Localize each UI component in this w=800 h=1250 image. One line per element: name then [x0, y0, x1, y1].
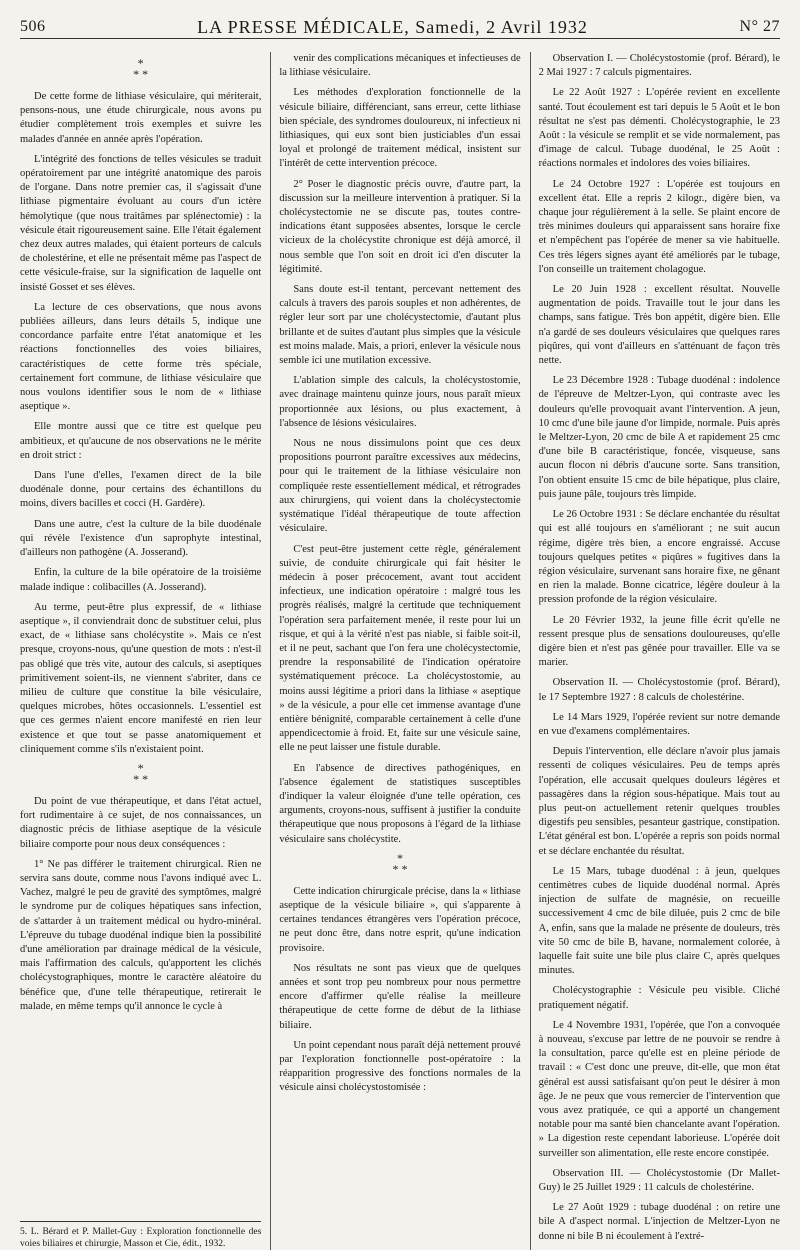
paragraph: Du point de vue thérapeutique, et dans l'état actuel, fort rudimentaire à ce sujet, de nos connaissances, un diagnostic précis de lithiase aseptique de la vésicule biliaire comporte pour nous deux conséquences : — [20, 795, 262, 850]
section-stars: * * * — [133, 56, 149, 81]
paragraph: C'est peut-être justement cette règle, généralement suivie, de conduite chirurgicale qui fait hésiter le médecin à poser précocement, avant tout accident infectieux, une indication opératoire : malgré tous les progrès réalisés, malgré la certitude que techniquement l'opération sera parfaitement menée, il reste pour lui un risque, et qui à la vérité n'est pas niable, si faible soit-il, et il ne peut, sachant que l'on fera une cholécystectomie, prendre la responsabilité de l'indication opératoire systématiquement précoce. La cholécystostomie, au moins aussi légitime a priori dans la lithiase « aseptique » de la vésicule, a pour elle cet immense avantage d'une entière bénignité, comparable certainement à celle d'une appendicectomie à froid. Et, faite sur une vésicule saine, elle ne peut laisser une fistule durable. — [279, 543, 521, 754]
paragraph: L'intégrité des fonctions de telles vésicules se traduit opératoirement par une intégrité anatomique des parois de l'organe. Dans notre premier cas, il s'agissait d'une lithiase pigmentaire évoluant au cours d'un ictère hémolytique (que nous traitâmes par splénectomie) : la vésicule était rigoureusement saine. Elle l'était également chez deux autres malades, qui étaient porteurs de calculs de cholestérine, et elle ne présentait même pas l'aspect de cette vésicule-fraise, sur la signification de laquelle ont insisté Gosset et ses élèves. — [20, 153, 262, 293]
journal-title: LA PRESSE MÉDICALE, Samedi, 2 Avril 1932 — [197, 16, 588, 37]
paragraph: 2° Poser le diagnostic précis ouvre, d'autre part, la discussion sur la meilleure intervention à pratiquer. Si la cholécystectomie ne se discute pas, toutes contre-indications étant supposées absentes, lorsque le cercle vicieux de la cholécystite chronique est déjà amorcé, il nous semble que l'on soit en droit ici d'en discuter la légitimité. — [279, 178, 521, 275]
section-stars: * * * — [392, 850, 408, 876]
paragraph: venir des complications mécaniques et infectieuses de la lithiase vésiculaire. — [279, 53, 521, 79]
paragraph: Cette indication chirurgicale précise, dans la « lithiase aseptique de la vésicule biliaire », qui s'apparente à certaines tendances étrangères vers l'opération précoce, ne peut donc être, dans notre esprit, qu'une indication provisoire. — [279, 885, 521, 954]
column-1 — [20, 52, 261, 1250]
paragraph: Le 15 Mars, tubage duodénal : à jeun, quelques centimètres cubes de liquide duodénal normal. Après injection de sulfate de magnésie, on recueille successivement 4 cmc de bile diluée, puis 2 cmc de bile A, enfin, sans que la malade ne présente de douleurs, très vite 50 cmc de bile B, havane, normalement colorée, à laquelle fait suite une bile plus claire C, après quelques minutes. — [538, 865, 780, 977]
observation-heading: Observation I. — Cholécystostomie (prof. Bérard), le 2 Mai 1927 : 7 calculs pigmentaires. — [538, 53, 780, 79]
paragraph: La lecture de ces observations, que nous avons publiées ailleurs, dans leurs détails 5, indique une concordance parfaite entre l'état anatomique et les réactions fonctionnelles des voies biliaires, caractéristiques de cette forme très spéciale, certainement fort commune, de lithiase vésiculaire que nous voulons identifier sous le nom de « lithiase aseptique ». — [20, 301, 262, 413]
paragraph: Les méthodes d'exploration fonctionnelle de la vésicule biliaire, différenciant, sans erreur, cette lithiase bien spéciale, des syndromes douloureux, ni infectieux ni lithiasiques, qui eux sont bien justiciables d'un essai loyal et prolongé de traitement médical, insistent sur l'intérêt de cette intervention précoce. — [279, 87, 521, 170]
paragraph: Cholécystographie : Vésicule peu visible. Cliché pratiquement négatif. — [538, 985, 780, 1011]
paragraph: Au terme, peut-être plus expressif, de « lithiase aseptique », il conviendrait donc de substituer celui, plus exact, de « lithiase sans cholécystite ». Mais ce n'est presque, croyons-nous, qu'une question de mots : n'est-il pas obligé que très vite, autour des calculs, si aseptiques primitivement soient-ils, ne viennent s'abriter, dans ce milieu de culture que constitue la bile vésiculaire, quelques microbes, hôtes occasionnels. L'essentiel est que ces germes n'aient encore manifesté en rien leur existence et que tout se passe anatomiquement et cliniquement comme s'ils n'existaient point. — [20, 601, 262, 755]
paragraph: Un point cependant nous paraît déjà nettement prouvé par l'exploration fonctionnelle post-opératoire : la réapparition progressive des fonctions normales de la vésicule ainsi cholécystostomisée : — [279, 1039, 521, 1094]
paragraph: Nous ne nous dissimulons point que ces deux propositions pourront paraître excessives aux médecins, pour qui le traitement de la lithiase vésiculaire non compliquée reste essentiellement médical, et rétrogrades aux chirurgiens, qui voient dans la cholécystectomie systématique l'idéal thérapeutique de toute affection vésiculaire. — [279, 438, 521, 535]
paragraph: Le 23 Décembre 1928 : Tubage duodénal : indolence de l'épreuve de Meltzer-Lyon, qui contraste avec les douleurs qu'elle provoquait avant l'intervention. A jeun, 10 cmc d'une bile jaune d'or limpide, normale. Puis après le Meltzer-Lyon, 20 cmc de bile A et rapidement 25 cmc d'une bile B caractéristique, foncée, visqueuse, sans aucun flocon ni débris d'aucune sorte. Sans transition, l'on obtient ensuite 15 cmc de bile hépatique, plus claire, puis jaune pâle, toujours très limpide. — [538, 375, 780, 500]
paragraph: Depuis l'intervention, elle déclare n'avoir plus jamais ressenti de coliques vésiculaires. Peu de temps après l'opération, elle accusait quelques douleurs légères et passagères dans la région sous-hépatique. Mais tout au plus peut-on actuellement retenir quelques troubles digestifs peu sensibles, pesanteur gastrique, constipation. L'état général est bon. L'opérée a repris son poids normal et se déclare enchantée du résultat. — [538, 746, 780, 857]
paragraph: Enfin, la culture de la bile opératoire de la troisième malade indique : colibacilles (A. Josserand). — [20, 567, 262, 593]
columns — [20, 52, 780, 1249]
paragraph: L'ablation simple des calculs, la cholécystostomie, avec drainage maintenu quinze jours, nous paraît mieux proportionnée aux lésions, ou plus exactement, à l'absence de lésions vésiculaires. — [279, 375, 521, 429]
paragraph: Le 4 Novembre 1931, l'opérée, que l'on a convoquée à nouveau, s'excuse par lettre de ne pouvoir se rendre à la consultation, parce qu'elle est en pleine période de travail : « C'est donc une preuve, dit-elle, que mon état général est aussi satisfaisant qu'on peut le désirer à mon âge. Je ne peux que vous remercier de l'intervention que vous avez pratiquée, ce qui a apporté un changement notable pour ma santé bien chancelante avant l'opération. » La digestion reste cependant laborieuse. L'opérée doit surveiller son alimentation, elle reste encore constipée. — [538, 1019, 780, 1159]
paragraph: Le 20 Juin 1928 : excellent résultat. Nouvelle augmentation de poids. Travaille tout le jour dans les champs, sans fatigue. Très bon appétit, digère bien. Elle n'a gardé de ses douleurs vésiculaires que quelques rares piqûres, qui vont d'ailleurs en s'atténuant de façon très nette. — [538, 284, 780, 367]
observation-heading: Observation III. — Cholécystostomie (Dr Mallet-Guy) le 25 Juillet 1929 : 11 calculs de cholestérine. — [538, 1167, 780, 1194]
paragraph: Le 27 Août 1929 : tubage duodénal : on retire une bile A d'aspect normal. L'injection de Meltzer-Lyon ne donne ni bile B ni écoulement à l'extré- — [538, 1202, 780, 1242]
paragraph: En l'absence de directives pathogéniques, en l'absence également de statistiques susceptibles d'indiquer la valeur éloignée d'une telle opération, ces arguments, croyons-nous, suffisent à justifier la conduite thérapeutique que nous proposons à l'égard de la lithiase vésiculaire sans cholécystite. — [279, 762, 521, 845]
paragraph: Le 14 Mars 1929, l'opérée revient sur notre demande en vue d'examens complémentaires. — [538, 711, 780, 737]
paragraph: Dans l'une d'elles, l'examen direct de la bile duodénale donne, pour certains des échantillons du moins, divers bacilles et cocci (H. Gardère). — [20, 470, 262, 510]
paragraph: Le 26 Octobre 1931 : Se déclare enchantée du résultat qui est allé toujours en s'améliorant ; ne suit aucun régime, digère très bien, a encore engraissé. Accuse toujours quelques petites « piqûres » fugitives dans la région vésiculaire, survenant sans horaire fixe, ne gênant en rien la malade. Bonne cicatrice, légère douleur à la pression profonde de la région vésiculaire. — [538, 509, 780, 606]
observation-heading: Observation II. — Cholécystostomie (prof. Bérard), le 17 Septembre 1927 : 8 calculs de cholestérine. — [538, 677, 780, 703]
issue-number: N° 27 — [739, 18, 780, 35]
column-3 — [539, 52, 780, 1250]
paragraph: Elle montre aussi que ce titre est quelque peu ambitieux, et qu'aucune de nos observations ne le mérite en droit strict : — [20, 421, 262, 461]
section-stars: * * * — [133, 760, 149, 786]
running-header — [20, 16, 780, 39]
footnote: 5. L. Bérard et P. Mallet-Guy : Exploration fonctionnelle des voies biliaires et chirurgie, Masson et Cie, édit., 1932. — [20, 1221, 261, 1250]
column-2 — [279, 52, 520, 1250]
paragraph: 1° Ne pas différer le traitement chirurgical. Rien ne servira sans doute, comme nous l'avons indiqué avec L. Vachez, malgré le peu de gravité des symptômes, malgré le syndrome pur de coliques hépatiques sans infection, de s'attarder à un traitement médical ou hydro-minéral. L'épreuve du tubage duodénal indique bien la possibilité d'une amélioration par drainage médical de la vésicule, mais l'affirmation des calculs, qu'apportent les clichés cholécystographiques, montre le caractère aléatoire du bénéfice que, d'une telle thérapeutique, retirerait le malade, en même temps qu'il annonce le cycle à — [20, 858, 262, 1012]
paragraph: Le 22 Août 1927 : L'opérée revient en excellente santé. Tout écoulement est tari depuis le 5 Août et le bon résultat ne s'est pas démenti. Cholécystographie, le 23 Août : la vésicule se remplit et se vide normalement, pas d'image de calcul. Tubage duodénal, le 25 Août : réactions normales et indolores des voies biliaires. — [538, 87, 780, 170]
paragraph: De cette forme de lithiase vésiculaire, qui mériterait, pensons-nous, une étude chirurgicale, nous avons pu étudier complètement trois exemples et suivre les malades d'année en année après l'opération. — [20, 91, 262, 145]
paragraph: Le 24 Octobre 1927 : L'opérée est toujours en excellent état. Elle a repris 2 kilogr., digère bien, va chaque jour régulièrement à la selle. Se plaint encore de très minimes douleurs qui apparaissent sans horaire fixe et n'empêchent pas l'opérée de mener sa vie habituelle. Ces très légers signes ayant été améliorés par le tubage, l'on conseille un traitement cholagogue. — [538, 178, 780, 275]
paragraph: Sans doute est-il tentant, percevant nettement des calculs à travers des parois souples et non adhérentes, de régler leur sort par une cholécystectomie, d'autant plus brillante et de suites d'autant plus simples que la vésicule est moins malade. Mais, a priori, enlever la vésicule nous semble ici une mutilation excessive. — [279, 284, 521, 367]
paragraph: Le 20 Février 1932, la jeune fille écrit qu'elle ne ressent presque plus de sensations douloureuses, qu'elle digère bien et n'est pas gênée pour travailler. Elle va se marier. — [538, 614, 780, 669]
page-number: 506 — [20, 18, 46, 35]
paragraph: Dans une autre, c'est la culture de la bile duodénale qui révèle l'existence d'un saprophyte intestinal, d'ailleurs non pathogène (A. Josserand). — [20, 518, 262, 559]
paragraph: Nos résultats ne sont pas vieux que de quelques années et sont trop peu nombreux pour nous permettre encore d'affirmer qu'elle réalise la meilleure thérapeutique de cette forme de début de la lithiase biliaire. — [279, 962, 521, 1031]
